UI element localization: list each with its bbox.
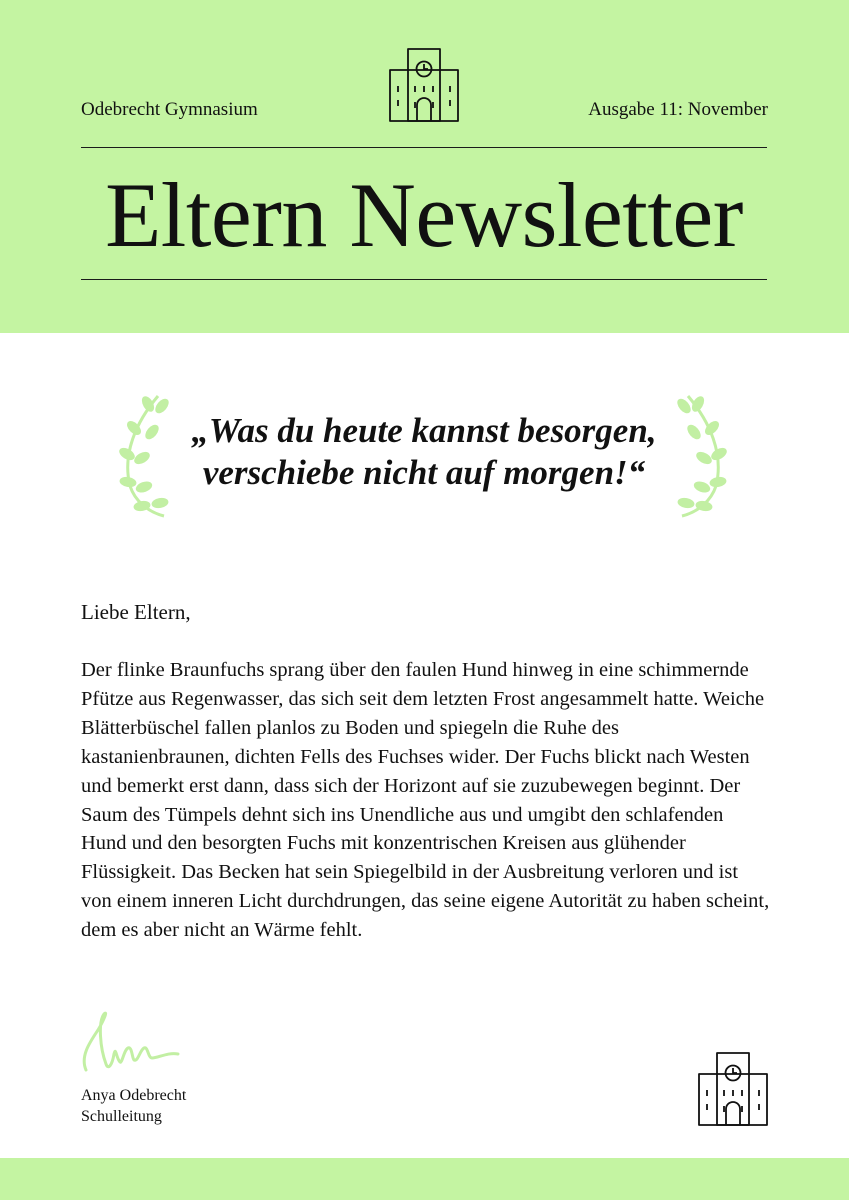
letter-greeting: Liebe Eltern,: [81, 600, 191, 624]
footer-band: [0, 1158, 849, 1200]
school-building-icon: [698, 1052, 768, 1126]
signer-name: Anya Odebrecht: [81, 1087, 187, 1104]
school-name: Odebrecht Gymnasium: [81, 99, 258, 120]
header-bottom-rule: [81, 279, 767, 280]
signer-role: Schulleitung: [81, 1108, 162, 1125]
letter-body: Der flinke Braunfuchs sprang über den faulen Hund hinweg in eine schimmernde Pfütze aus Regenwasser, das sich seit dem letzten Frost angesammelt hatte. Weiche Blätterbüschel fallen planlos zu Boden und spiegeln die Ruhe des kastanienbraunen, dichten Fells des Fuchses wider. Der Fuchs blickt nach Westen und bemerkt erst dann, dass sich der Horizont auf sie zuzubewegen beginnt. Der Saum des Tümpels dehnt sich ins Unendliche aus und umgibt den schlafenden Hund und den besorgten Fuchs mit konzentrischen Kreisen aus glühender Flüssigkeit. Das Becken hat sein Spiegelbild in der Ausbreitung verloren und ist von einem inneren Licht durchdrungen, das seine eigene Autorität zu haben scheint, dem es aber nicht an Wärme fehlt.: [81, 659, 770, 942]
header-top-rule: [81, 147, 767, 148]
motto-quote: [150, 410, 698, 494]
handwritten-signature: [78, 1008, 182, 1078]
issue-label: Ausgabe 11: November: [588, 99, 768, 120]
newsletter-title: Eltern Newsletter: [105, 164, 743, 266]
motto-quote-line-1: „Was du heute kannst besorgen,: [191, 411, 657, 450]
motto-quote-line-2: verschiebe nicht auf morgen!“: [202, 453, 646, 492]
school-building-icon: [389, 48, 459, 122]
